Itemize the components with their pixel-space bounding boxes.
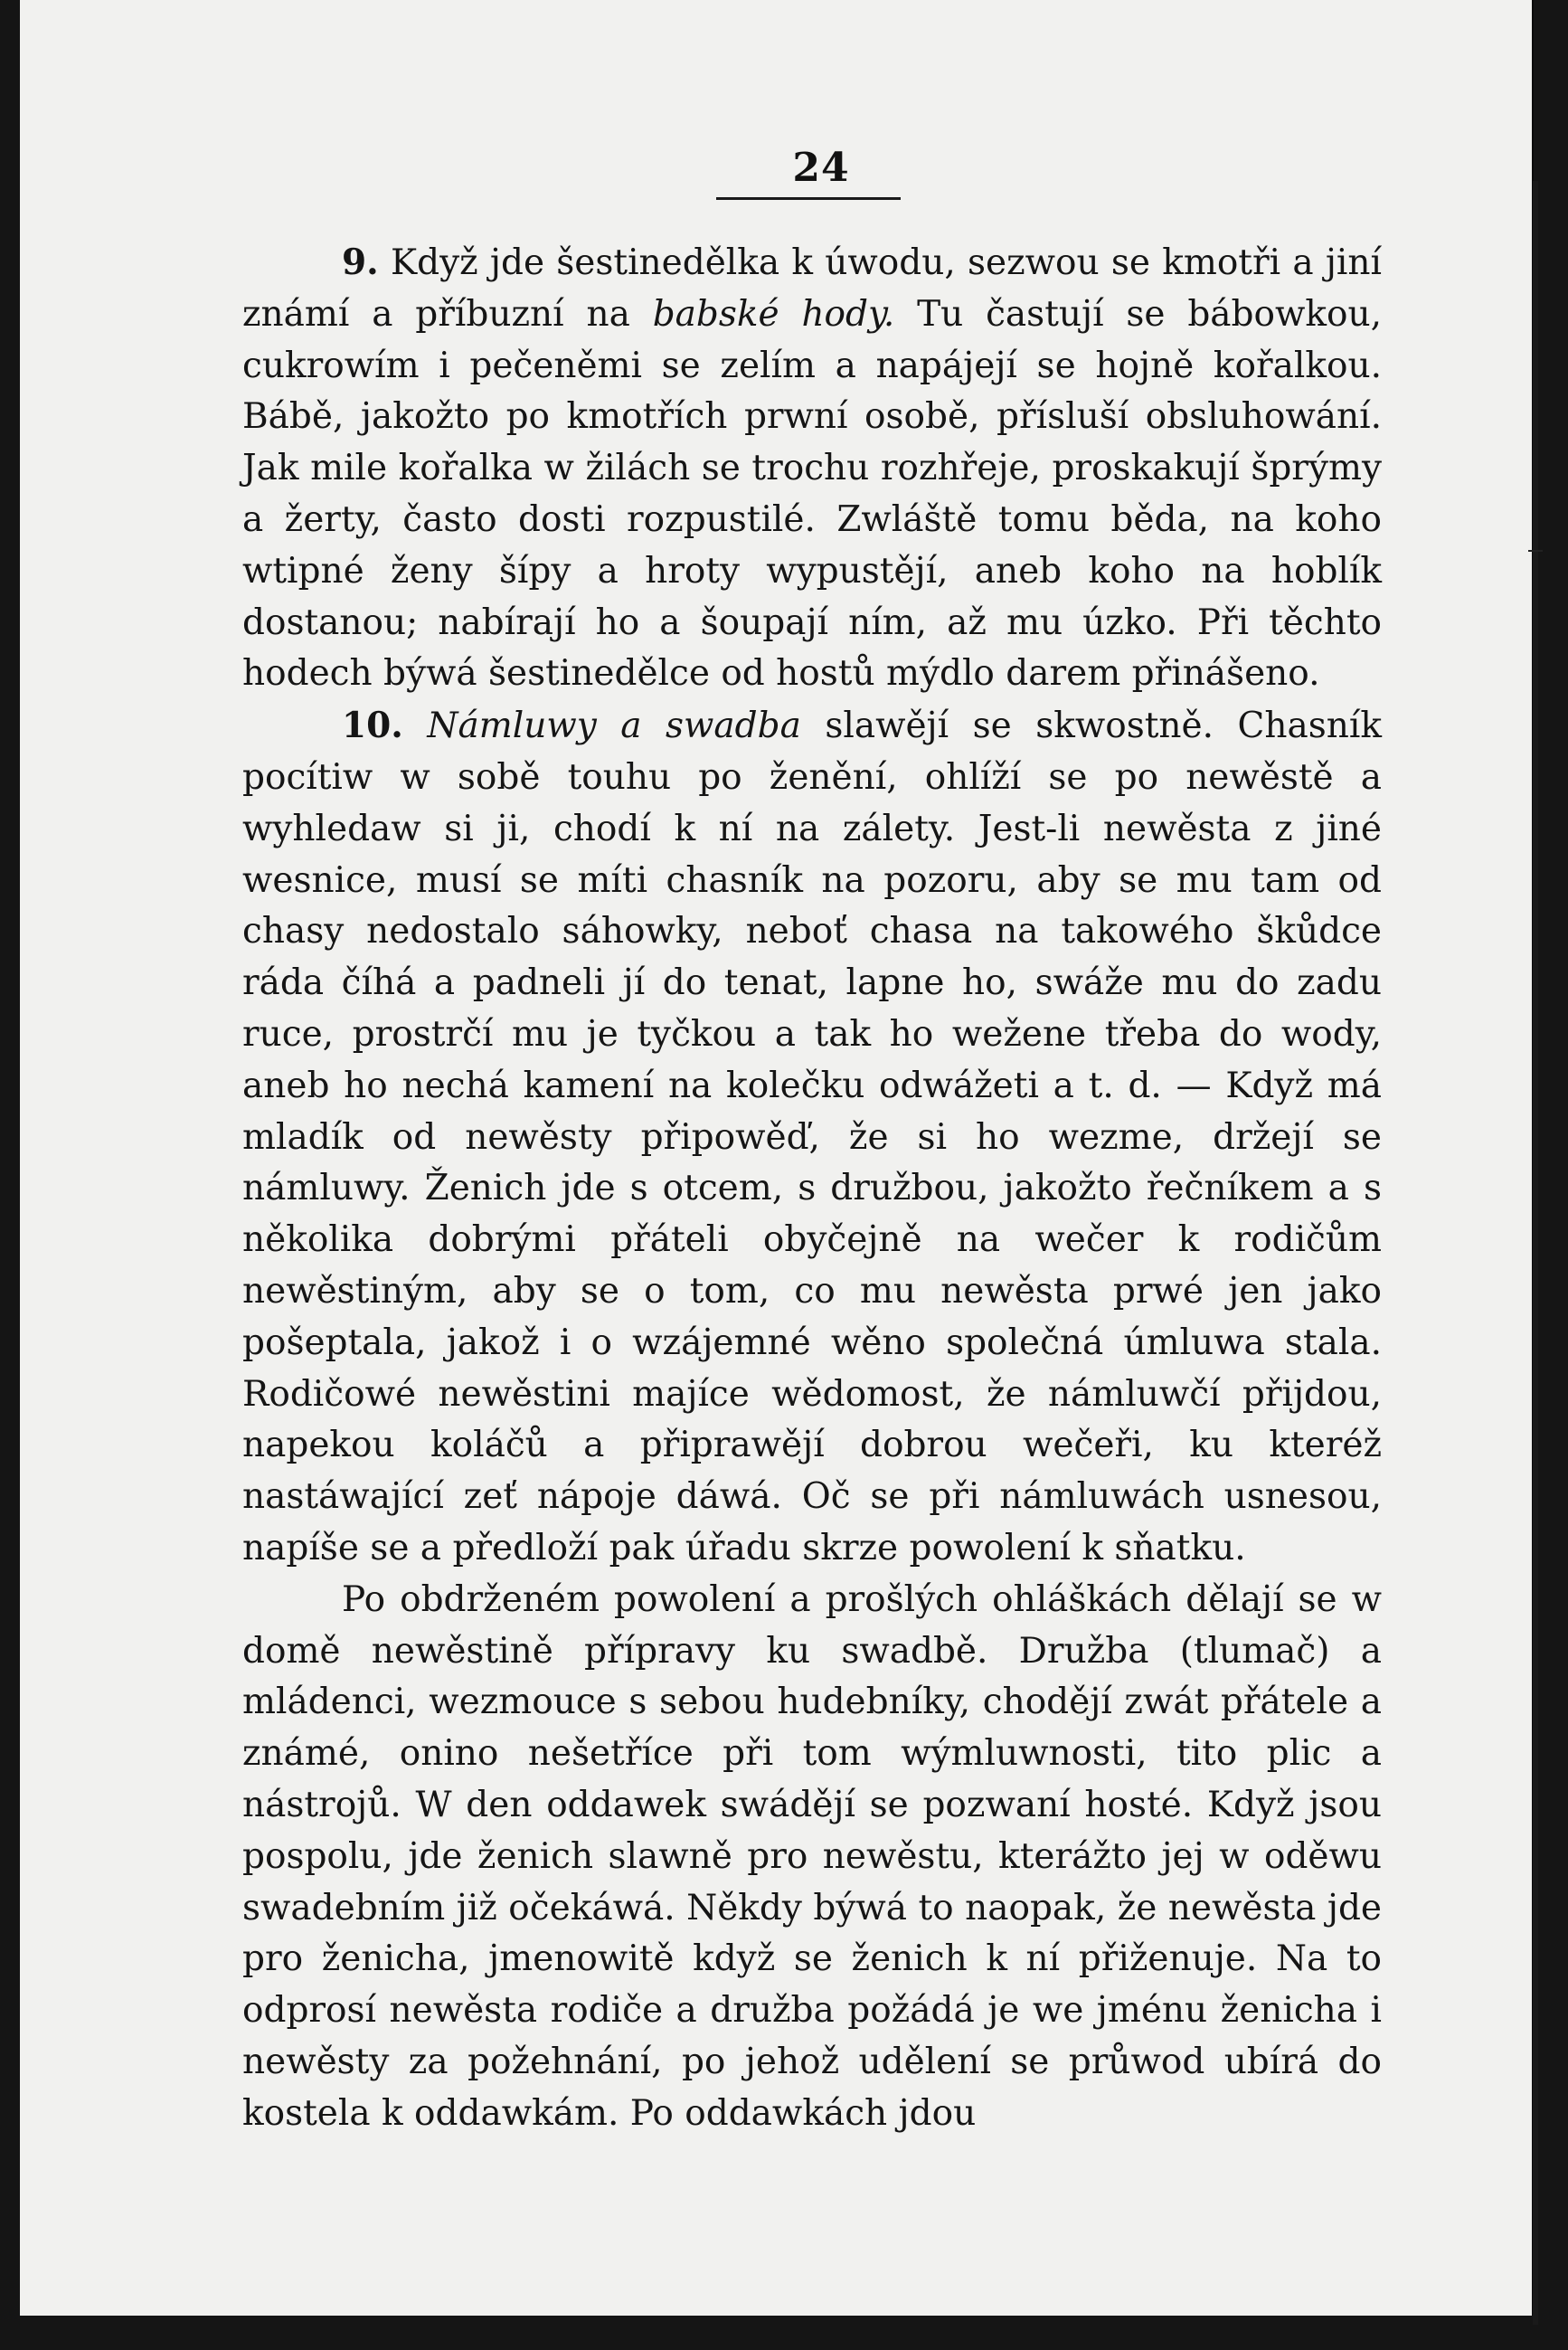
page-spine-edge bbox=[1533, 181, 1538, 2325]
paragraph-10 bbox=[242, 700, 1382, 1575]
book-page bbox=[20, 0, 1534, 2316]
italic-term: Námluwy a swadba bbox=[427, 706, 801, 747]
paragraph-number: 10. bbox=[342, 705, 403, 747]
text-segment: Tu častují se bábowkou, cukrowím i pečeněmi se zelím a napájejí se hojně kořalkou. Bábě, jakožto po kmotřích prwní osobě, přísluší obsluhowání. Jak mile kořalka w žilách se trochu rozhřeje, proskakují šprýmy a žerty, často dosti rozpustilé. Zwláště tomu běda, na koho wtipné ženy šípy a hroty wypustějí, aneb koho na hoblík dostanou; nabírají ho a šoupají ním, až mu úzko. Při těchto hodech býwá šestinedělce od hostů mýdlo darem přinášeno. bbox=[242, 293, 1383, 695]
text-segment bbox=[403, 706, 428, 746]
italic-term: babské hody. bbox=[652, 293, 895, 335]
paragraph-wedding bbox=[242, 1575, 1382, 2140]
text-segment: Po obdrženém powolení a prošlých ohláškách dělají se w domě newěstině přípravy ku swadbě. Družba (tlumač) a mládenci, wezmouce s sebou hudebníky, chodějí zwát přátele a známé, onino nešetříce při tom wýmluwnosti, tito plic a nástrojů. W den oddawek swádějí se pozwaní hosté. Když jsou pospolu, jde ženich slawně pro newěstu, kterážto jej w oděwu swadebním již očekáwá. Někdy býwá to naopak, že newěsta jde pro ženicha, jmenowitě když se ženich k ní přiženuje. Na to odprosí newěsta rodiče a družba požádá je we jménu ženicha i newěsty za požehnání, po jehož udělení se průwod ubírá do kostela k oddawkám. Po oddawkách jdou bbox=[242, 1578, 1382, 2134]
edge-mark bbox=[1528, 550, 1543, 552]
text-segment: slawějí se skwostně. Chasník pocítiw w sobě touhu po ženění, ohlíží se po newěstě a wyhledaw si ji, chodí k ní na zálety. Jest-li newěsta z jiné wesnice, musí se míti chasník na pozoru, aby se mu tam od chasy nedostalo sáhowky, neboť chasa na takowého škůdce ráda číhá a padneli jí do tenat, lapne ho, swáže mu do zadu ruce, prostrčí mu je tyčkou a tak ho wežene třeba do wody, aneb ho nechá kamení na kolečku odwážeti a t. d. — Když má mladík od newěsty připowěď, že si ho wezme, držejí se námluwy. Ženich jde s otcem, s družbou, jakožto řečníkem a s několika dobrými přáteli obyčejně na wečer k rodičům newěstiným, aby se o tom, co mu newěsta prwé jen jako pošeptala, jakož i o wzájemné wěno společná úmluwa stala. Rodičowé newěstini majíce wědomost, že námluwčí přijdou, napekou koláčů a připrawějí dobrou wečeři, ku kteréž nastáwající zeť nápoje dáwá. Oč se při námluwách usnesou, napíše se a předloží pak úřadu skrze powolení k sňatku. bbox=[242, 706, 1382, 1568]
page-number: 24 bbox=[792, 145, 850, 191]
paragraph-9 bbox=[242, 237, 1382, 700]
text-segment: Když jde šestinedělka k úwodu, sezwou se kmotři a jiní známí a příbuzní na bbox=[242, 242, 1382, 335]
paragraph-number: 9. bbox=[342, 242, 379, 283]
page-number-rule bbox=[716, 197, 901, 200]
body-text bbox=[242, 237, 1382, 2139]
